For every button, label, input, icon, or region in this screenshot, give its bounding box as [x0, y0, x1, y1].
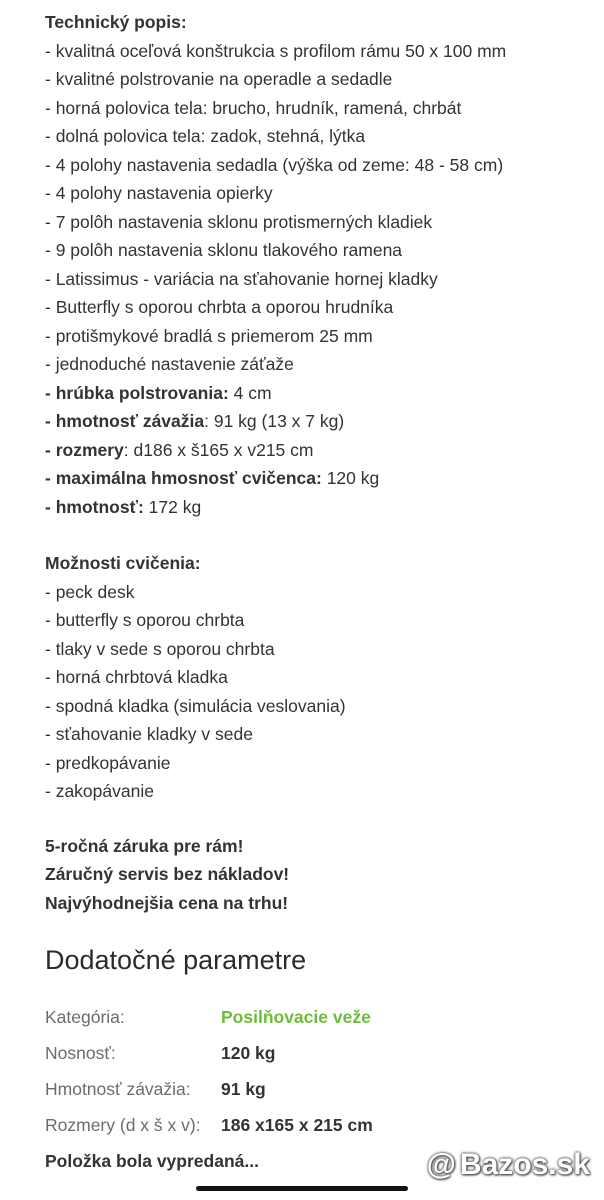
params-table [45, 999, 595, 1143]
param-value: 186 x165 x 215 cm [221, 1114, 373, 1135]
param-row [45, 1107, 595, 1143]
spec-label: - maximálna hmosnosť cvičenca: [45, 468, 322, 488]
specs-list [45, 379, 595, 522]
promo-line: Najvýhodnejšia cena na trhu! [45, 892, 289, 913]
list-item: - jednoduché nastavenie záťaže [45, 354, 294, 374]
category-link[interactable]: Posilňovacie veže [221, 1006, 371, 1027]
list-item: - peck desk [45, 581, 135, 602]
list-item: - 9 polôh nastavenia sklonu tlakového ramena [45, 240, 403, 260]
sold-out-notice: Položka bola vypredaná... [45, 1151, 259, 1171]
spec-item [45, 464, 595, 493]
param-label: Rozmery (d x š x v): [45, 1114, 201, 1135]
list-item: - predkopávanie [45, 752, 171, 773]
list-item: - 4 polohy nastavenia opierky [45, 183, 273, 203]
promo-line: 5-ročná záruka pre rám! [45, 835, 244, 856]
list-item: - 4 polohy nastavenia sedadla (výška od zeme: 48 - 58 cm) [45, 154, 504, 175]
at-icon: @ [426, 1148, 456, 1181]
watermark-text: Bazos.sk [459, 1148, 590, 1181]
spec-value: 120 kg [321, 468, 380, 488]
spec-value: : d186 x š165 x v215 cm [123, 439, 314, 460]
spec-label: - hmotnosť závažia [45, 411, 205, 431]
list-item: - kvalitná oceľová konštrukcia s profilom rámu 50 x 100 mm [45, 40, 507, 61]
list-item: - butterfly s oporou chrbta [45, 610, 245, 630]
spec-item [45, 436, 595, 465]
watermark [427, 1148, 590, 1182]
spec-value: 4 cm [228, 382, 272, 403]
list-item: - tlaky v sede s oporou chrbta [45, 638, 275, 659]
promo-block [45, 832, 595, 918]
spec-item [45, 493, 595, 522]
param-label: Kategória: [45, 1006, 125, 1027]
param-row [45, 1035, 595, 1071]
list-item: - horná chrbtová kladka [45, 667, 228, 687]
list-item: - Butterfly s oporou chrbta a oporou hrudníka [45, 297, 394, 317]
param-label: Hmotnosť závažia: [45, 1078, 191, 1099]
spec-item [45, 407, 595, 436]
param-value: 120 kg [221, 1042, 276, 1063]
spec-item [45, 379, 595, 408]
list-item: - sťahovanie kladky v sede [45, 724, 253, 744]
list-item: - dolná polovica tela: zadok, stehná, lýtka [45, 126, 366, 146]
list-item: - kvalitné polstrovanie na operadle a sedadle [45, 69, 393, 89]
list-item: - zakopávanie [45, 781, 154, 801]
spec-label: - hmotnosť: [45, 496, 144, 517]
params-title: Dodatočné parametre [45, 945, 307, 975]
tech-description-heading: Technický popis: [45, 12, 187, 32]
param-row [45, 1071, 595, 1107]
list-item: - spodná kladka (simulácia veslovania) [45, 695, 346, 716]
spec-label: - hrúbka polstrovania: [45, 382, 229, 403]
param-row [45, 999, 595, 1035]
list-item: - horná polovica tela: brucho, hrudník, ramená, chrbát [45, 97, 462, 118]
list-item: - 7 polôh nastavenia sklonu protismerných kladiek [45, 211, 433, 232]
list-item: - protišmykové bradlá s priemerom 25 mm [45, 325, 373, 346]
param-value: 91 kg [221, 1078, 266, 1099]
param-label: Nosnosť: [45, 1042, 116, 1063]
promo-line: Záručný servis bez nákladov! [45, 864, 290, 884]
spec-value: 172 kg [143, 496, 202, 517]
list-item: - Latissimus - variácia na sťahovanie hornej kladky [45, 268, 438, 289]
product-description [45, 8, 595, 1175]
spec-label: - rozmery [45, 439, 124, 460]
exercise-heading: Možnosti cvičenia: [45, 553, 201, 573]
exercise-list [45, 578, 595, 806]
spec-value: : 91 kg (13 x 7 kg) [204, 411, 345, 431]
home-indicator[interactable] [196, 1186, 408, 1191]
tech-items-list [45, 37, 595, 379]
